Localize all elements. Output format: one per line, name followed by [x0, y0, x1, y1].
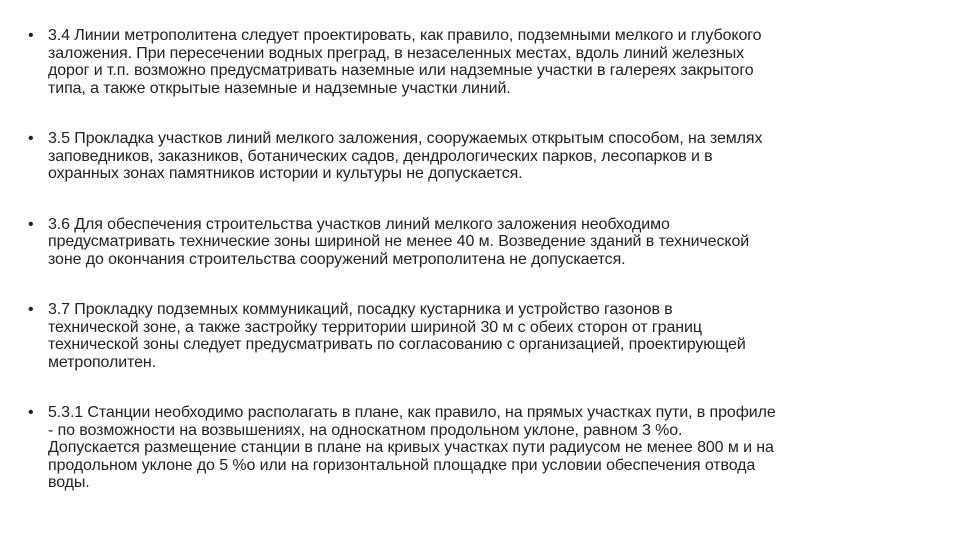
bullet-marker: • — [28, 404, 34, 421]
bullet-text: 3.7 Прокладку подземных коммуникаций, посадку кустарника и устройство газонов в технической зоне, а также застройку территории шириной 30 м с обеих сторон от границ технической зоны следует предусматривать по согласованию с организацией, проектирующей метрополитен. — [48, 301, 746, 371]
bullet-text: 5.3.1 Станции необходимо располагать в плане, как правило, на прямых участках пути, в профиле - по возможности на возвышениях, на односкатном продольном уклоне, равном 3 %о. Допускается размещение станции в плане на кривых участках пути радиусом не менее 800 м и на продольном уклоне до 5 %о или на горизонтальной площадке при условии обеспечения отвода воды. — [48, 404, 776, 491]
bullet-marker: • — [28, 301, 34, 318]
bullet-item-3-4 — [28, 27, 908, 97]
bullet-marker: • — [28, 27, 34, 44]
bullet-text: 3.4 Линии метрополитена следует проектировать, как правило, подземными мелкого и глубокого заложения. При пересечении водных преград, в незаселенных местах, вдоль линий железных дорог и т.п. возможно предусматривать наземные или надземные участки в галереях закрытого типа, а также открытые наземные и надземные участки линий. — [48, 27, 762, 97]
bullet-marker: • — [28, 130, 34, 147]
bullet-text: 3.6 Для обеспечения строительства участков линий мелкого заложения необходимо предусматривать технические зоны шириной не менее 40 м. Возведение зданий в технической зоне до окончания строительства сооружений метрополитена не допускается. — [48, 215, 750, 268]
bullet-text: 3.5 Прокладка участков линий мелкого заложения, сооружаемых открытым способом, на землях заповедников, заказников, ботанических садов, дендрологических парков, лесопарков и в охранных зонах памятников истории и культуры не допускается. — [48, 130, 763, 182]
bullet-item-5-3-1 — [28, 404, 908, 492]
bullet-list — [28, 27, 908, 492]
bullet-item-3-5 — [28, 130, 908, 183]
bullet-marker: • — [28, 215, 34, 233]
bullet-item-3-6 — [28, 216, 908, 269]
bullet-item-3-7 — [28, 301, 908, 371]
